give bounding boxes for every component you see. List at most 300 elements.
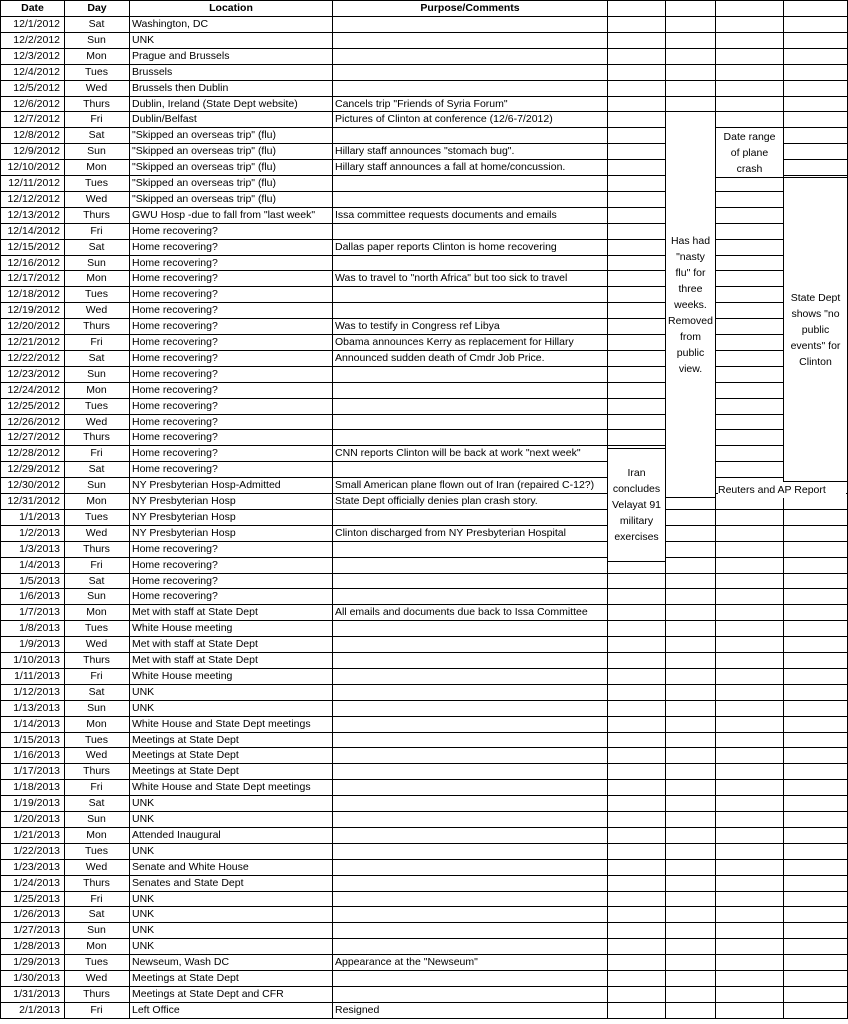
cell-comment <box>335 875 606 891</box>
cell-location: Senate and White House <box>132 860 249 873</box>
cell-location: Met with staff at State Dept <box>132 638 258 651</box>
table-row <box>0 48 848 64</box>
cell-date: 1/29/2013 <box>13 956 60 969</box>
cell-date: 12/9/2012 <box>13 145 60 158</box>
cell-location: UNK <box>132 33 155 46</box>
cell-comment <box>335 970 606 986</box>
cell-day: Sun <box>87 479 106 492</box>
cell-day: Fri <box>90 669 103 682</box>
cell-day: Tues <box>85 510 108 523</box>
cell-location: Home recovering? <box>132 447 218 460</box>
cell-location: Home recovering? <box>132 574 218 587</box>
cell-day: Thurs <box>83 431 110 444</box>
cell-location: UNK <box>132 797 155 810</box>
cell-comment <box>335 732 606 748</box>
cell-comment <box>335 461 606 477</box>
cell-comment <box>335 414 606 430</box>
cell-date: 1/25/2013 <box>13 892 60 905</box>
cell-location: Home recovering? <box>132 367 218 380</box>
cell-comment: Was to testify in Congress ref Libya <box>335 320 500 333</box>
cell-day: Wed <box>85 860 108 873</box>
table-row <box>0 270 848 286</box>
cell-date: 1/16/2013 <box>13 749 60 762</box>
cell-location: "Skipped an overseas trip" (flu) <box>132 192 277 205</box>
table-row <box>0 541 848 557</box>
cell-comment <box>335 986 606 1002</box>
cell-location: UNK <box>132 908 155 921</box>
cell-day: Sat <box>88 351 105 364</box>
cell-date: 1/31/2013 <box>13 987 60 1000</box>
cell-comment <box>335 938 606 954</box>
table-row <box>0 207 848 223</box>
header-day: Day <box>87 2 107 14</box>
cell-location: Home recovering? <box>132 590 218 603</box>
cell-location: NY Presbyterian Hosp <box>132 526 236 539</box>
cell-location: UNK <box>132 892 155 905</box>
cell-location: Home recovering? <box>132 288 218 301</box>
cell-day: Fri <box>90 447 103 460</box>
cell-location: Home recovering? <box>132 256 218 269</box>
cell-comment <box>335 827 606 843</box>
cell-day: Tues <box>85 733 108 746</box>
cell-date: 12/21/2012 <box>7 336 60 348</box>
cell-comment <box>335 557 606 573</box>
cell-comment: Dallas paper reports Clinton is home recovering <box>335 240 557 253</box>
cell-day: Sun <box>87 256 106 269</box>
cell-date: 12/1/2012 <box>13 18 60 30</box>
cell-location: "Skipped an overseas trip" (flu) <box>132 129 277 142</box>
cell-location: White House and State Dept meetings <box>132 717 311 730</box>
cell-date: 12/23/2012 <box>7 367 60 380</box>
cell-comment <box>335 80 606 96</box>
cell-date: 12/3/2012 <box>13 49 60 62</box>
cell-comment <box>335 175 606 191</box>
cell-day: Thurs <box>83 876 110 889</box>
cell-date: 12/31/2012 <box>7 495 60 507</box>
table-row <box>0 922 848 938</box>
cell-location: UNK <box>132 924 155 937</box>
cell-comment: Announced sudden death of Cmdr Job Price. <box>335 351 545 364</box>
cell-date: 12/26/2012 <box>7 415 60 428</box>
cell-comment: All emails and documents due back to Issa Committee <box>335 606 588 619</box>
cell-date: 1/5/2013 <box>19 574 60 587</box>
cell-date: 1/19/2013 <box>13 797 60 810</box>
cell-date: 1/15/2013 <box>13 733 60 746</box>
table-row <box>0 429 848 445</box>
cell-date: 12/5/2012 <box>13 81 60 94</box>
table-row <box>0 779 848 795</box>
cell-location: Dublin/Belfast <box>132 113 197 126</box>
cell-location: Prague and Brussels <box>132 49 230 62</box>
cell-comment <box>335 763 606 779</box>
table-row <box>0 700 848 716</box>
cell-comment <box>335 747 606 763</box>
table-row <box>0 573 848 589</box>
cell-day: Thurs <box>83 765 110 778</box>
header-purpose-comments: Purpose/Comments <box>420 2 520 14</box>
cell-location: White House and State Dept meetings <box>132 781 311 794</box>
cell-comment <box>335 541 606 557</box>
cell-location: UNK <box>132 701 155 714</box>
row-divider <box>0 1018 848 1019</box>
table-row <box>0 954 848 970</box>
cell-date: 1/30/2013 <box>13 972 60 984</box>
cell-comment <box>335 255 606 271</box>
cell-location: UNK <box>132 685 155 698</box>
cell-day: Fri <box>90 892 103 905</box>
cell-comment <box>335 32 606 48</box>
table-row <box>0 604 848 620</box>
cell-day: Tues <box>85 399 108 412</box>
cell-comment <box>335 429 606 445</box>
cell-location: Senates and State Dept <box>132 876 244 889</box>
cell-day: Fri <box>90 558 103 571</box>
cell-day: Mon <box>86 717 107 730</box>
cell-comment <box>335 811 606 827</box>
cell-location: Home recovering? <box>132 320 218 333</box>
table-row <box>0 747 848 763</box>
cell-location: Meetings at State Dept <box>132 972 239 984</box>
table-row <box>0 16 848 32</box>
cell-comment: CNN reports Clinton will be back at work "next week" <box>335 447 581 460</box>
cell-date: 1/22/2013 <box>13 844 60 857</box>
cell-comment <box>335 302 606 318</box>
cell-date: 1/18/2013 <box>13 781 60 794</box>
cell-date: 12/11/2012 <box>8 177 60 189</box>
table-row <box>0 716 848 732</box>
cell-day: Tues <box>85 65 108 78</box>
cell-day: Mon <box>86 272 107 285</box>
cell-day: Mon <box>86 161 107 174</box>
cell-comment <box>335 636 606 652</box>
cell-day: Thurs <box>83 208 110 221</box>
cell-comment: Issa committee requests documents and emails <box>335 208 557 221</box>
cell-date: 1/23/2013 <box>13 860 60 873</box>
cell-comment <box>335 795 606 811</box>
cell-date: 1/28/2013 <box>13 940 60 953</box>
table-row <box>0 525 848 541</box>
cell-comment: Was to travel to "north Africa" but too sick to travel <box>335 272 568 285</box>
cell-date: 12/2/2012 <box>13 33 60 46</box>
table-row <box>0 811 848 827</box>
header-date: Date <box>21 2 44 14</box>
cell-comment <box>335 398 606 414</box>
cell-date: 12/29/2012 <box>7 463 60 476</box>
cell-day: Wed <box>85 81 108 94</box>
cell-date: 12/8/2012 <box>13 129 60 142</box>
cell-day: Thurs <box>83 97 110 110</box>
cell-day: Wed <box>85 749 108 762</box>
cell-comment <box>335 620 606 636</box>
cell-date: 12/28/2012 <box>7 447 60 460</box>
cell-date: 1/4/2013 <box>19 558 60 571</box>
cell-location: Home recovering? <box>132 224 218 237</box>
cell-date: 12/13/2012 <box>7 208 60 221</box>
cell-comment: Obama announces Kerry as replacement for Hillary <box>335 336 574 348</box>
cell-location: Meetings at State Dept and CFR <box>132 987 284 1000</box>
table-row <box>0 302 848 318</box>
table-row <box>0 366 848 382</box>
cell-comment <box>335 366 606 382</box>
cell-location: Home recovering? <box>132 240 218 253</box>
cell-comment <box>335 588 606 604</box>
table-row <box>0 684 848 700</box>
cell-date: 12/4/2012 <box>13 65 60 78</box>
cell-comment <box>335 16 606 32</box>
cell-day: Sat <box>88 574 105 587</box>
cell-day: Sat <box>88 685 105 698</box>
table-row <box>0 111 848 127</box>
cell-date: 12/20/2012 <box>7 320 60 333</box>
cell-location: Meetings at State Dept <box>132 749 239 762</box>
note-iran: Iran concludes Velayat 91 military exercises <box>607 448 666 562</box>
cell-day: Tues <box>85 844 108 857</box>
table-row <box>0 668 848 684</box>
cell-date: 12/24/2012 <box>7 383 60 396</box>
cell-comment <box>335 700 606 716</box>
cell-location: Attended Inaugural <box>132 828 221 841</box>
cell-date: 12/30/2012 <box>7 479 60 492</box>
cell-date: 12/7/2012 <box>13 113 60 126</box>
cell-day: Mon <box>86 495 107 507</box>
cell-day: Mon <box>86 383 107 396</box>
note-date-range: Date range of plane crash <box>715 127 784 178</box>
table-row <box>0 1002 848 1018</box>
cell-location: Home recovering? <box>132 399 218 412</box>
table-row <box>0 286 848 302</box>
table-row <box>0 938 848 954</box>
cell-comment <box>335 891 606 907</box>
cell-day: Mon <box>86 49 107 62</box>
cell-location: "Skipped an overseas trip" (flu) <box>132 145 277 158</box>
cell-location: Met with staff at State Dept <box>132 654 258 666</box>
cell-date: 12/19/2012 <box>7 304 60 317</box>
cell-date: 12/6/2012 <box>13 97 60 110</box>
cell-date: 12/14/2012 <box>7 224 60 237</box>
cell-comment <box>335 573 606 589</box>
cell-day: Fri <box>90 336 103 348</box>
cell-location: NY Presbyterian Hosp-Admitted <box>132 479 281 492</box>
cell-comment: Cancels trip "Friends of Syria Forum" <box>335 97 508 110</box>
cell-day: Sat <box>88 463 105 476</box>
cell-location: Brussels then Dublin <box>132 81 229 94</box>
cell-location: Brussels <box>132 65 173 78</box>
cell-day: Wed <box>85 638 108 651</box>
cell-day: Wed <box>85 972 108 984</box>
note-state-dept: State Dept shows "no public events" for Clinton <box>783 177 848 482</box>
cell-location: Left Office <box>132 1003 180 1016</box>
table-row <box>0 96 848 112</box>
cell-location: UNK <box>132 813 155 825</box>
table-row <box>0 732 848 748</box>
cell-day: Mon <box>86 940 107 953</box>
cell-comment <box>335 859 606 875</box>
cell-date: 1/6/2013 <box>19 590 60 603</box>
cell-date: 12/18/2012 <box>7 288 60 301</box>
cell-day: Sun <box>87 145 106 158</box>
cell-day: Sun <box>87 813 106 825</box>
cell-day: Sat <box>88 18 105 30</box>
cell-comment <box>335 223 606 239</box>
cell-date: 1/27/2013 <box>13 924 60 937</box>
table-row <box>0 461 848 477</box>
cell-location: Home recovering? <box>132 542 218 555</box>
cell-day: Sun <box>87 590 106 603</box>
cell-location: Home recovering? <box>132 463 218 476</box>
cell-location: Washington, DC <box>132 18 209 30</box>
table-row <box>0 827 848 843</box>
cell-location: Home recovering? <box>132 351 218 364</box>
cell-day: Wed <box>85 192 108 205</box>
cell-location: Home recovering? <box>132 336 218 348</box>
cell-comment <box>335 652 606 668</box>
cell-comment: Pictures of Clinton at conference (12/6-7/2012) <box>335 113 553 126</box>
cell-date: 12/27/2012 <box>7 431 60 444</box>
cell-location: Home recovering? <box>132 383 218 396</box>
cell-day: Mon <box>86 606 107 619</box>
cell-day: Sat <box>88 240 105 253</box>
cell-comment: Clinton discharged from NY Presbyterian Hospital <box>335 526 566 539</box>
cell-comment: Hillary staff announces "stomach bug". <box>335 145 515 158</box>
cell-day: Sun <box>87 33 106 46</box>
table-row <box>0 223 848 239</box>
cell-comment <box>335 684 606 700</box>
cell-date: 2/1/2013 <box>19 1003 60 1016</box>
cell-location: Newseum, Wash DC <box>132 956 230 969</box>
cell-comment: Small American plane flown out of Iran (repaired C-12?) <box>335 479 595 492</box>
cell-date: 1/12/2013 <box>13 685 60 698</box>
cell-comment <box>335 127 606 143</box>
cell-date: 1/13/2013 <box>13 701 60 714</box>
cell-date: 1/2/2013 <box>19 526 60 539</box>
cell-location: UNK <box>132 844 155 857</box>
table-row <box>0 795 848 811</box>
table-row <box>0 906 848 922</box>
table-row <box>0 64 848 80</box>
cell-comment: Hillary staff announces a fall at home/concussion. <box>335 161 566 174</box>
cell-comment <box>335 64 606 80</box>
cell-day: Mon <box>86 828 107 841</box>
cell-location: GWU Hosp -due to fall from "last week" <box>132 208 316 221</box>
table-row <box>0 875 848 891</box>
cell-comment <box>335 509 606 525</box>
cell-day: Tues <box>85 177 108 189</box>
cell-location: UNK <box>132 940 155 953</box>
table-row <box>0 652 848 668</box>
cell-comment <box>335 668 606 684</box>
cell-location: Dublin, Ireland (State Dept website) <box>132 97 298 110</box>
cell-location: "Skipped an overseas trip" (flu) <box>132 161 277 174</box>
table-row <box>0 763 848 779</box>
table-row <box>0 398 848 414</box>
cell-day: Tues <box>85 288 108 301</box>
cell-day: Thurs <box>83 542 110 555</box>
cell-location: Home recovering? <box>132 272 218 285</box>
table-row <box>0 620 848 636</box>
cell-day: Thurs <box>83 987 110 1000</box>
cell-location: Met with staff at State Dept <box>132 606 258 619</box>
table-row <box>0 318 848 334</box>
table-row <box>0 445 848 461</box>
table-row <box>0 80 848 96</box>
cell-day: Wed <box>85 304 108 317</box>
table-row <box>0 382 848 398</box>
cell-date: 1/11/2013 <box>14 669 60 682</box>
table-row <box>0 239 848 255</box>
cell-location: NY Presbyterian Hosp <box>132 510 236 523</box>
cell-location: White House meeting <box>132 669 233 682</box>
cell-location: Home recovering? <box>132 415 218 428</box>
cell-day: Thurs <box>83 654 110 666</box>
table-row <box>0 414 848 430</box>
cell-date: 12/10/2012 <box>7 161 60 174</box>
cell-day: Sun <box>87 367 106 380</box>
cell-date: 12/12/2012 <box>7 192 60 205</box>
cell-day: Wed <box>85 415 108 428</box>
cell-comment <box>335 716 606 732</box>
cell-day: Thurs <box>83 320 110 333</box>
table-row <box>0 191 848 207</box>
cell-comment <box>335 906 606 922</box>
cell-date: 1/26/2013 <box>13 908 60 921</box>
table-row <box>0 843 848 859</box>
cell-date: 12/17/2012 <box>7 272 60 285</box>
cell-day: Sun <box>87 924 106 937</box>
cell-day: Tues <box>85 622 108 635</box>
cell-comment: Appearance at the "Newseum" <box>335 956 478 969</box>
cell-comment <box>335 922 606 938</box>
cell-location: Home recovering? <box>132 304 218 317</box>
cell-day: Sat <box>88 797 105 810</box>
cell-comment <box>335 382 606 398</box>
table-row <box>0 970 848 986</box>
cell-location: Meetings at State Dept <box>132 733 239 746</box>
cell-date: 12/22/2012 <box>7 351 60 364</box>
cell-date: 1/7/2013 <box>19 606 60 619</box>
table-row <box>0 557 848 573</box>
table-row <box>0 255 848 271</box>
cell-day: Fri <box>90 113 103 126</box>
table-row <box>0 986 848 1002</box>
cell-day: Tues <box>85 956 108 969</box>
table-row <box>0 509 848 525</box>
cell-comment: Resigned <box>335 1003 380 1016</box>
cell-date: 12/25/2012 <box>7 399 60 412</box>
table-row <box>0 32 848 48</box>
cell-date: 1/8/2013 <box>19 622 60 635</box>
note-reuters: Reuters and AP Report <box>718 482 846 498</box>
cell-comment <box>335 779 606 795</box>
cell-date: 1/14/2013 <box>13 717 60 730</box>
cell-comment <box>335 286 606 302</box>
table-row <box>0 334 848 350</box>
table-row <box>0 350 848 366</box>
cell-day: Fri <box>90 224 103 237</box>
cell-date: 12/15/2012 <box>7 240 60 253</box>
cell-day: Sun <box>87 701 106 714</box>
table-row <box>0 891 848 907</box>
cell-location: "Skipped an overseas trip" (flu) <box>132 177 277 189</box>
cell-comment <box>335 843 606 859</box>
note-flu: Has had "nasty flu" for three weeks. Removed from public view. <box>665 111 716 498</box>
header-location: Location <box>209 2 253 14</box>
cell-date: 1/1/2013 <box>19 510 60 523</box>
cell-day: Sat <box>88 908 105 921</box>
table-row <box>0 859 848 875</box>
cell-comment <box>335 191 606 207</box>
table-row <box>0 588 848 604</box>
cell-location: White House meeting <box>132 622 233 635</box>
